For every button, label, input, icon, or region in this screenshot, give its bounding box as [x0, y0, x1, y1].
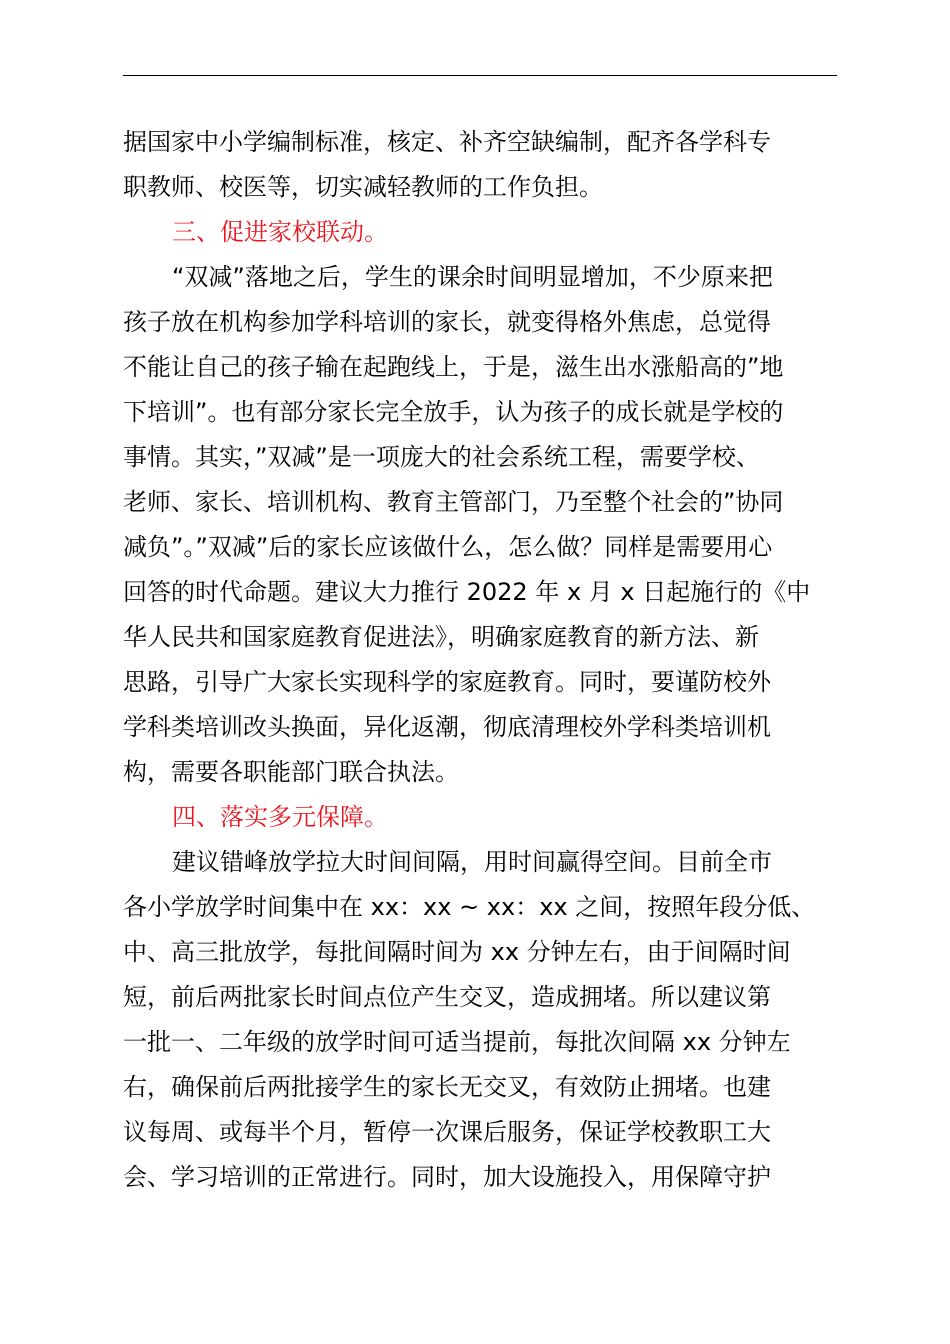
section-3-line: 不能让自己的孩子输在起跑线上，于是，滋生出水涨船高的”地 — [123, 353, 784, 381]
header-rule — [123, 75, 837, 76]
section-3-line: 下培训”。也有部分家长完全放手，认为孩子的成长就是学校的 — [123, 398, 784, 426]
section-4-line: 会、学习培训的正常进行。同时，加大设施投入，用保障守护 — [123, 1163, 771, 1191]
section-4-line: 中、高三批放学，每批间隔时间为 xx 分钟左右，由于间隔时间 — [123, 938, 791, 966]
section-4-line: 短，前后两批家长时间点位产生交叉，造成拥堵。所以建议第 — [123, 983, 771, 1011]
section-3-line: 学科类培训改头换面，异化返潮，彻底清理校外学科类培训机 — [123, 713, 771, 741]
section-3-line: “双减”落地之后，学生的课余时间明显增加，不少原来把 — [172, 263, 773, 291]
section-4-line: 议每周、或每半个月，暂停一次课后服务，保证学校教职工大 — [123, 1118, 771, 1146]
section-3-line: 老师、家长、培训机构、教育主管部门，乃至整个社会的”协同 — [123, 488, 784, 516]
section-3-line: 孩子放在机构参加学科培训的家长，就变得格外焦虑，总觉得 — [123, 308, 771, 336]
section-3-line: 构，需要各职能部门联合执法。 — [123, 758, 459, 786]
section-3-line: 思路，引导广大家长实现科学的家庭教育。同时，要谨防校外 — [123, 668, 771, 696]
document-body — [123, 120, 837, 1200]
section-3-line: 减负”。”双减”后的家长应该做什么，怎么做？同样是需要用心 — [123, 533, 773, 561]
section-4-line: 一批一、二年级的放学时间可适当提前，每批次间隔 xx 分钟左 — [123, 1028, 791, 1056]
section-3-line: 回答的时代命题。建议大力推行 2022 年 x 月 x 日起施行的《中 — [123, 578, 811, 606]
intro-line-2: 职教师、校医等，切实减轻教师的工作负担。 — [123, 173, 603, 201]
section-4-line: 建议错峰放学拉大时间间隔，用时间赢得空间。目前全市 — [172, 848, 772, 876]
section-3-line: 事情。其实，”双减”是一项庞大的社会系统工程，需要学校、 — [123, 443, 760, 471]
intro-line-1: 据国家中小学编制标准，核定、补齐空缺编制，配齐各学科专 — [123, 128, 771, 156]
section-3-line: 华人民共和国家庭教育促进法》，明确家庭教育的新方法、新 — [123, 623, 759, 651]
section-4-line: 右，确保前后两批接学生的家长无交叉，有效防止拥堵。也建 — [123, 1073, 771, 1101]
section-4-heading: 四、落实多元保障。 — [172, 803, 388, 831]
section-3-heading: 三、促进家校联动。 — [172, 218, 388, 246]
section-4-line: 各小学放学时间集中在 xx：xx ~ xx：xx 之间，按照年段分低、 — [123, 893, 816, 921]
